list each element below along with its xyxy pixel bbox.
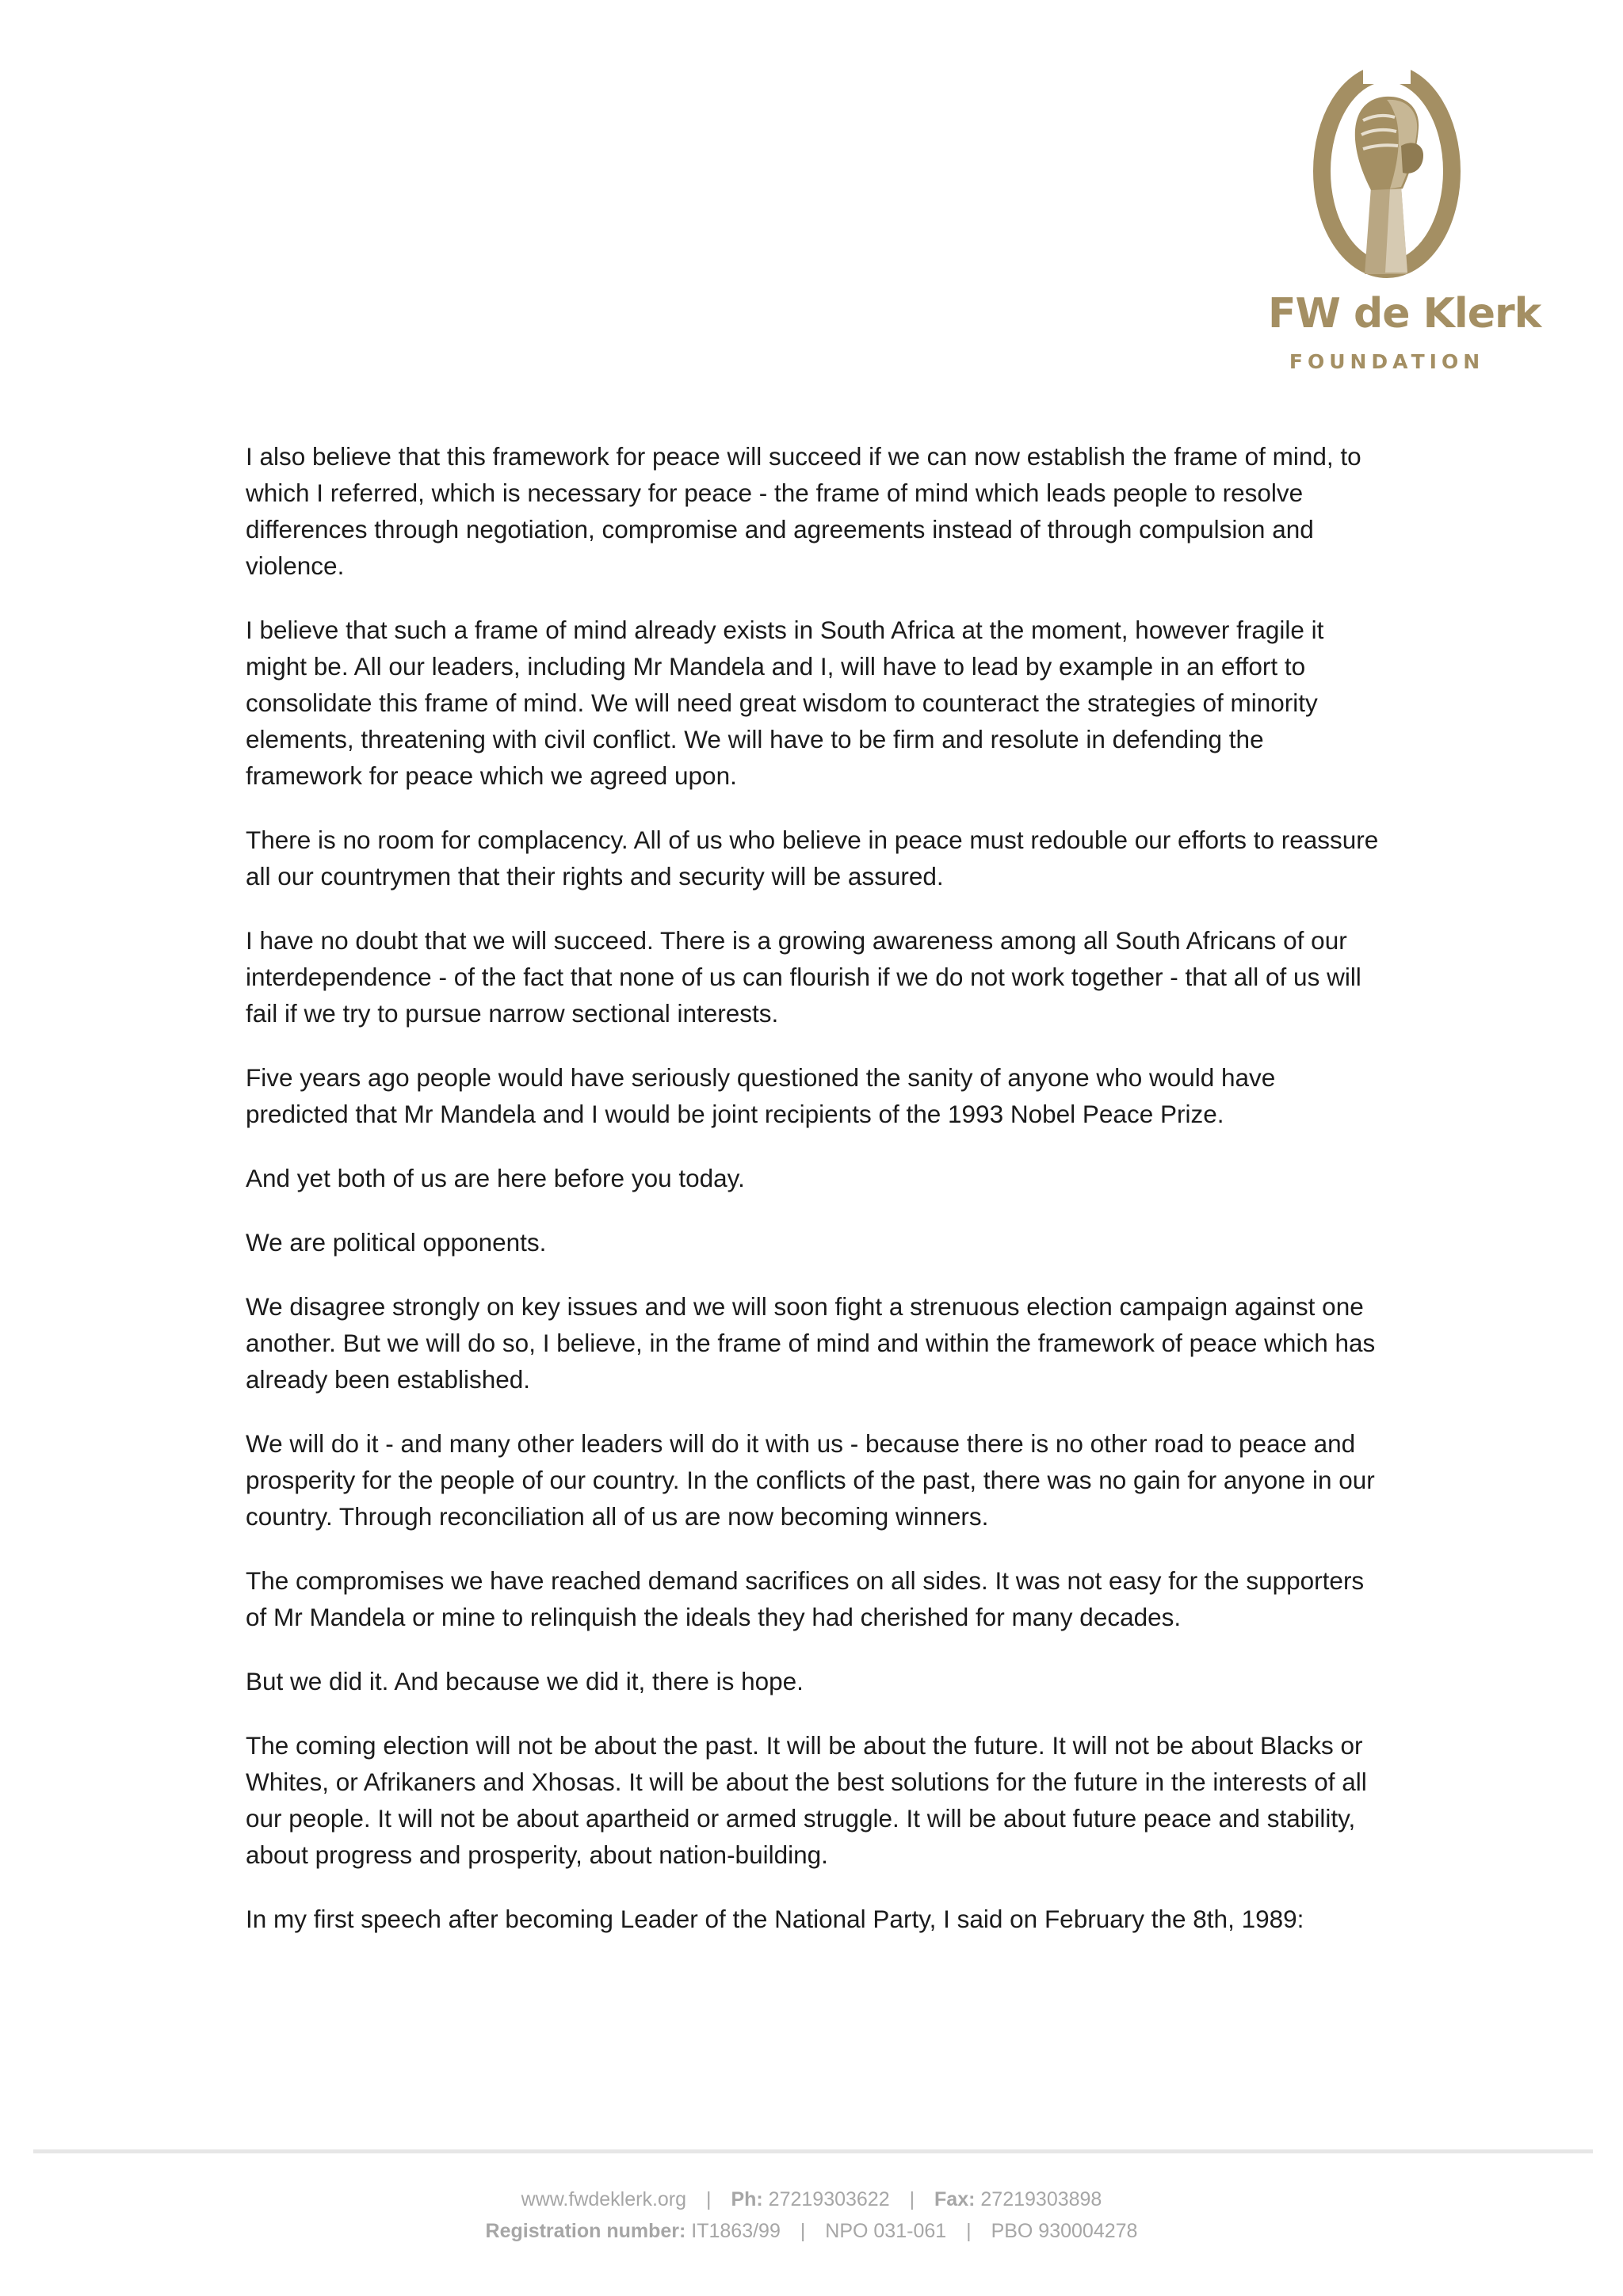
footer bbox=[0, 2183, 1623, 2247]
paragraph: We disagree strongly on key issues and we will soon fight a strenuous election campaign against one another. But we will do so, I believe, in the frame of mind and within the framework of peace which has already been established. bbox=[246, 1292, 1376, 1394]
paragraph: But we did it. And because we did it, there is hope. bbox=[246, 1667, 804, 1695]
footer-separator: | bbox=[966, 2220, 972, 2242]
paragraph: I also believe that this framework for peace will succeed if we can now establish the frame of mind, to which I referred, which is necessary for peace - the frame of mind which leads people to resolve differences through negotiation, compromise and agreements instead of through compulsion and violence. bbox=[246, 442, 1361, 580]
paragraph: We are political opponents. bbox=[246, 1228, 547, 1257]
paragraph: The compromises we have reached demand sacrifices on all sides. It was not easy for the supporters of Mr Mandela or mine to relinquish the ideals they had cherished for many decades. bbox=[246, 1566, 1365, 1631]
footer-divider bbox=[33, 2149, 1593, 2153]
footer-phone-label: Ph: bbox=[731, 2188, 769, 2210]
paragraph: In my first speech after becoming Leader of the National Party, I said on February the 8th, 1989: bbox=[246, 1905, 1304, 1933]
paragraph: There is no room for complacency. All of us who believe in peace must redouble our efforts to reassure all our countrymen that their rights and security will be assured. bbox=[246, 826, 1379, 891]
footer-pbo: PBO 930004278 bbox=[991, 2220, 1138, 2242]
paragraph: The coming election will not be about the past. It will be about the future. It will not be about Blacks or Whites, or Afrikaners and Xhosas. It will be about the best solutions for the future in the interests of all our people. It will not be about apartheid or armed struggle. It will be about future peace and stability, about progress and prosperity, about nation-building. bbox=[246, 1731, 1367, 1869]
footer-fax: 27219303898 bbox=[980, 2188, 1102, 2210]
footer-npo: NPO 031-061 bbox=[825, 2220, 947, 2242]
footer-fax-label: Fax: bbox=[934, 2188, 981, 2210]
logo-name: FW de Klerk bbox=[1268, 290, 1541, 338]
footer-phone: 27219303622 bbox=[768, 2188, 890, 2210]
paragraph: I have no doubt that we will succeed. There is a growing awareness among all South Africans of our interdependence - of the fact that none of us can flourish if we do not work together - that all of us will fail if we try to pursue narrow sectional interests. bbox=[246, 926, 1361, 1028]
footer-separator: | bbox=[706, 2188, 712, 2210]
raised-fist-in-oval-icon bbox=[1308, 52, 1466, 290]
logo-subtitle: FOUNDATION bbox=[1289, 350, 1485, 373]
footer-separator: | bbox=[800, 2220, 806, 2242]
paragraph: Five years ago people would have seriously questioned the sanity of anyone who would have predicted that Mr Mandela and I would be joint recipients of the 1993 Nobel Peace Prize. bbox=[246, 1063, 1276, 1128]
paragraph: And yet both of us are here before you today. bbox=[246, 1164, 745, 1192]
paragraph: We will do it - and many other leaders will do it with us - because there is no other road to peace and prosperity for the people of our country. In the conflicts of the past, there was no gain for anyone in our country. Through reconciliation all of us are now becoming winners. bbox=[246, 1429, 1375, 1531]
letter-body bbox=[246, 438, 1379, 1965]
foundation-logo bbox=[1268, 52, 1541, 377]
footer-registration-line bbox=[0, 2215, 1623, 2247]
paragraph: I believe that such a frame of mind already exists in South Africa at the moment, however fragile it might be. All our leaders, including Mr Mandela and I, will have to lead by example in an effort to consolidate this frame of mind. We will need great wisdom to counteract the strategies of minority elements, threatening with civil conflict. We will have to be firm and resolute in defending the framework for peace which we agreed upon. bbox=[246, 616, 1324, 790]
footer-registration: IT1863/99 bbox=[691, 2220, 781, 2242]
footer-website-link[interactable]: www.fwdeklerk.org bbox=[521, 2188, 687, 2210]
footer-registration-label: Registration number: bbox=[485, 2220, 692, 2242]
footer-contact-line bbox=[0, 2183, 1623, 2215]
footer-separator: | bbox=[909, 2188, 915, 2210]
